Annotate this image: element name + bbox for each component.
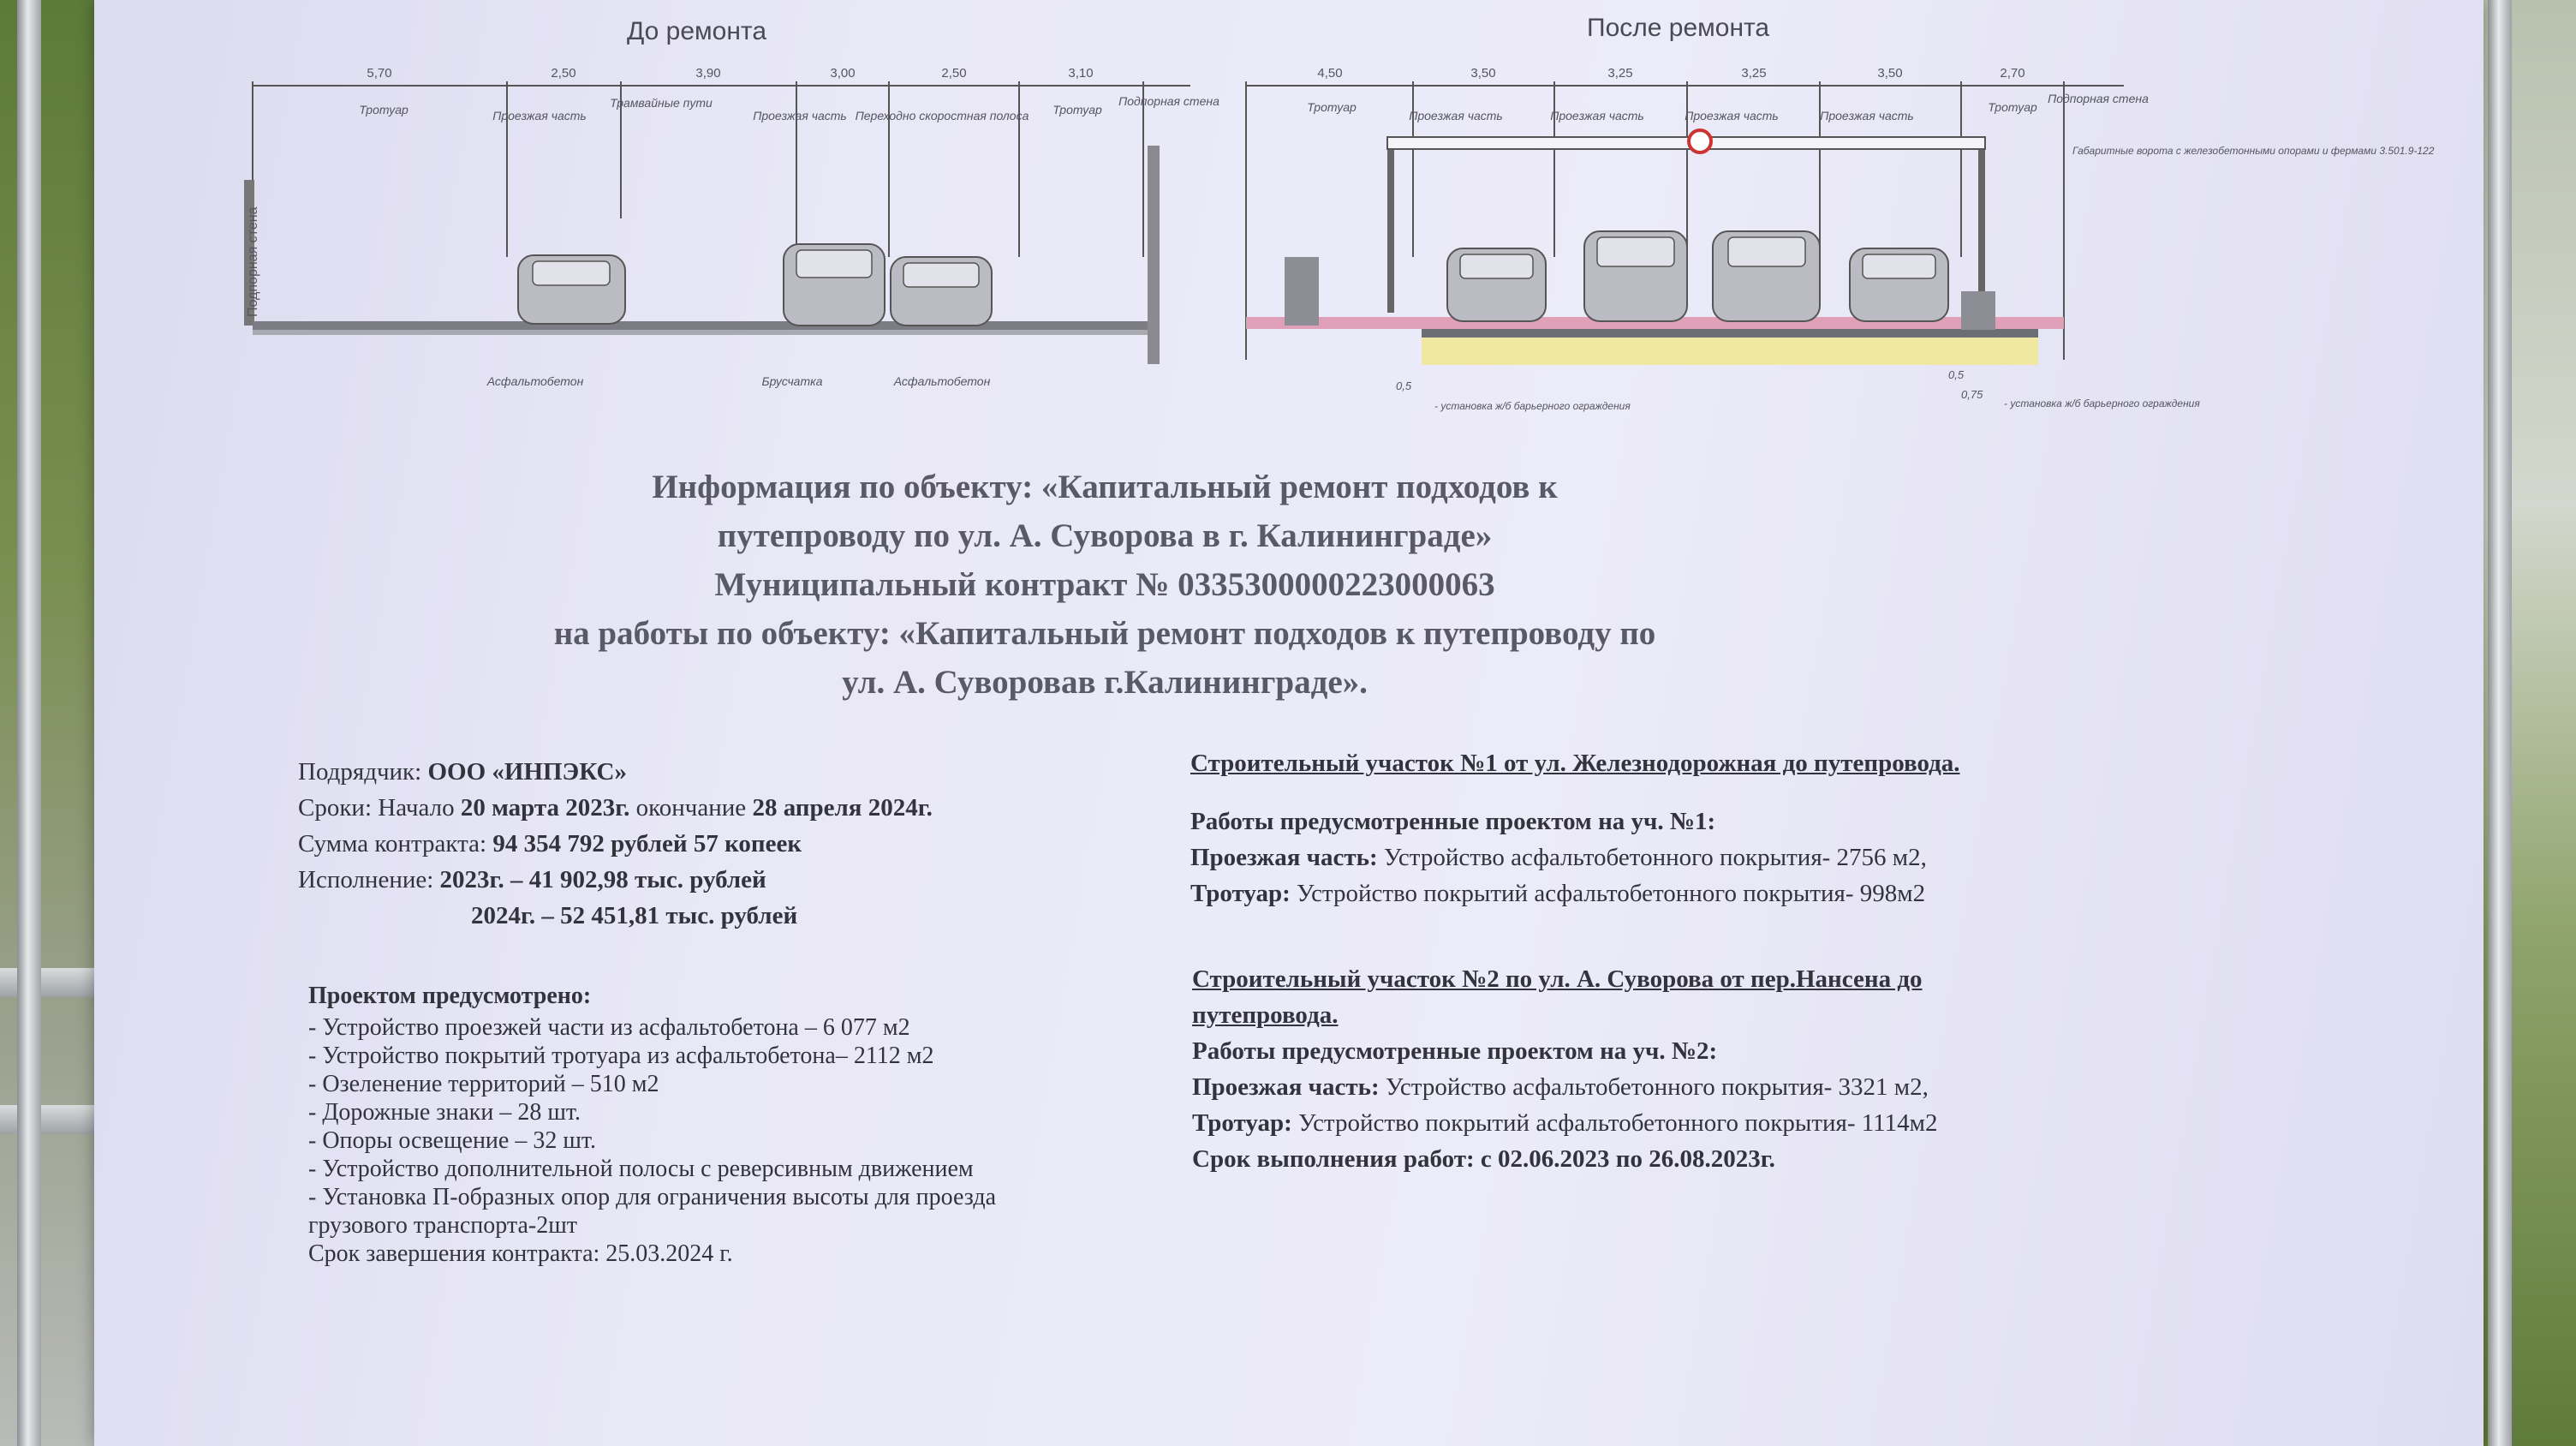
scope-item: - Устройство проезжей части из асфальтобетона – 6 077 м2: [308, 1014, 910, 1041]
after-dim: 3,25: [1741, 66, 1767, 81]
section-1-walk: Тротуар: Устройство покрытий асфальтобетонного покрытия- 998м2: [1190, 880, 1926, 907]
after-barrier-note: - установка ж/б барьерного ограждения: [2004, 397, 2200, 409]
scope-item: - Дорожные знаки – 28 шт.: [308, 1099, 581, 1126]
section-1: [1190, 745, 1960, 911]
scope-item: Срок завершения контракта: 25.03.2024 г.: [308, 1240, 733, 1267]
sheet-content: [137, 0, 2466, 1446]
before-dim: 3,90: [695, 66, 721, 81]
execution-row-2024: 2024г. – 52 451,81 тыс. рублей: [471, 902, 798, 929]
after-title: После ремонта: [1587, 14, 1770, 42]
before-zone-label: Проезжая часть: [492, 109, 587, 122]
after-small-dim: 0,75: [1961, 388, 1983, 401]
section-2: [1192, 961, 1937, 1177]
section-2-works: Работы предусмотренные проектом на уч. №2:: [1192, 1037, 1718, 1065]
cross-section-drawings: [137, 0, 2435, 454]
after-zone-label: Тротуар: [1988, 100, 2037, 114]
heading-line: на работы по объекту: «Капитальный ремонт подходов к путепроводу по: [553, 615, 1656, 652]
section-2-title: Строительный участок №2 по ул. А. Суворова от пер.Нансена до: [1192, 965, 1923, 993]
contractor-row: Подрядчик: ООО «ИНПЭКС»: [298, 758, 627, 786]
section-2-road: Проезжая часть: Устройство асфальтобетонного покрытия- 3321 м2,: [1192, 1073, 1929, 1101]
stand-pole-right: [2488, 0, 2512, 1446]
after-zone-label: Тротуар: [1307, 100, 1357, 114]
before-dim: 3,00: [830, 66, 856, 81]
before-zone-label: Проезжая часть: [753, 109, 847, 122]
section-1-works: Работы предусмотренные проектом на уч. №1:: [1190, 808, 1716, 835]
after-dim: 4,50: [1317, 66, 1343, 81]
scope-item: - Установка П-образных опор для ограничения высоты для проезда: [308, 1184, 996, 1210]
after-dim: 3,50: [1470, 66, 1496, 81]
after-dim: 3,50: [1877, 66, 1903, 81]
before-zone-label: Переходно скоростная полоса: [855, 109, 1029, 122]
heading-line: путепроводу по ул. А. Суворова в г. Калининграде»: [717, 517, 1493, 554]
heading-line: Муниципальный контракт № 0335300000223000063: [714, 566, 1495, 603]
scope-item: - Опоры освещение – 32 шт.: [308, 1127, 597, 1154]
after-zone-label: Проезжая часть: [1409, 109, 1503, 122]
sum-row: Сумма контракта: 94 354 792 рублей 57 копеек: [298, 830, 802, 857]
scope-item: - Озеленение территорий – 510 м2: [308, 1071, 659, 1097]
before-dim: 3,10: [1068, 66, 1094, 81]
section-2-title-cont: путепровода.: [1192, 1001, 1339, 1029]
after-zone-label: Проезжая часть: [1820, 109, 1914, 122]
project-scope: [308, 982, 996, 1268]
after-small-dim: 0,5: [1948, 368, 1965, 381]
before-cross-section: [244, 66, 1219, 388]
after-zone-label: Проезжая часть: [1550, 109, 1644, 122]
before-dim: 2,50: [941, 66, 967, 81]
scope-item: - Устройство покрытий тротуара из асфальтобетона– 2112 м2: [308, 1043, 934, 1069]
before-zone-label: Трамвайные пути: [610, 96, 713, 110]
section-1-road: Проезжая часть: Устройство асфальтобетонного покрытия- 2756 м2,: [1190, 844, 1927, 871]
contract-details: [298, 754, 933, 934]
after-gate-note: Габаритные ворота с железобетонными опорами и фермами 3.501.9-122: [2072, 145, 2435, 157]
after-cross-section: [1246, 66, 2435, 412]
section-2-term: Срок выполнения работ: с 02.06.2023 по 26.08.2023г.: [1192, 1145, 1775, 1173]
terms-row: Сроки: Начало 20 марта 2023г. окончание 28 апреля 2024г.: [298, 794, 933, 822]
after-zone-label: Подпорная стена: [2048, 92, 2149, 105]
before-zone-label: Тротуар: [359, 103, 408, 117]
heading-line: Информация по объекту: «Капитальный ремонт подходов к: [652, 469, 1558, 505]
after-zone-label: Проезжая часть: [1685, 109, 1779, 122]
project-scope-title: Проектом предусмотрено:: [308, 983, 592, 1009]
object-info-heading: [462, 463, 1747, 707]
before-dim: 5,70: [367, 66, 392, 81]
after-barrier-note: - установка ж/б барьерного ограждения: [1434, 400, 1631, 412]
before-title: До ремонта: [627, 17, 767, 45]
after-dim: 3,25: [1607, 66, 1633, 81]
before-dim: 2,50: [551, 66, 576, 81]
execution-row: Исполнение: 2023г. – 41 902,98 тыс. рублей: [298, 866, 766, 893]
stand-pole-left: [17, 0, 41, 1446]
before-bottom-label: Брусчатка: [761, 374, 823, 388]
heading-line: ул. А. Суворовав г.Калининграде».: [842, 664, 1368, 701]
before-zone-label: Тротуар: [1052, 103, 1102, 117]
before-zone-label: Подпорная стена: [1118, 94, 1219, 108]
section-1-title: Строительный участок №1 от ул. Железнодорожная до путепровода.: [1190, 750, 1960, 777]
contractor-name: ООО «ИНПЭКС»: [427, 758, 627, 786]
after-small-dim: 0,5: [1396, 379, 1412, 392]
section-2-walk: Тротуар: Устройство покрытий асфальтобетонного покрытия- 1114м2: [1192, 1109, 1938, 1137]
scope-item: - Устройство дополнительной полосы с реверсивным движением: [308, 1156, 974, 1182]
scope-item: грузового транспорта-2шт: [308, 1212, 577, 1239]
before-bottom-label: Асфальтобетон: [893, 374, 991, 388]
after-dim: 2,70: [2000, 66, 2025, 81]
before-bottom-label: Асфальтобетон: [486, 374, 584, 388]
before-wall-label: Подпорная стена: [246, 206, 260, 317]
